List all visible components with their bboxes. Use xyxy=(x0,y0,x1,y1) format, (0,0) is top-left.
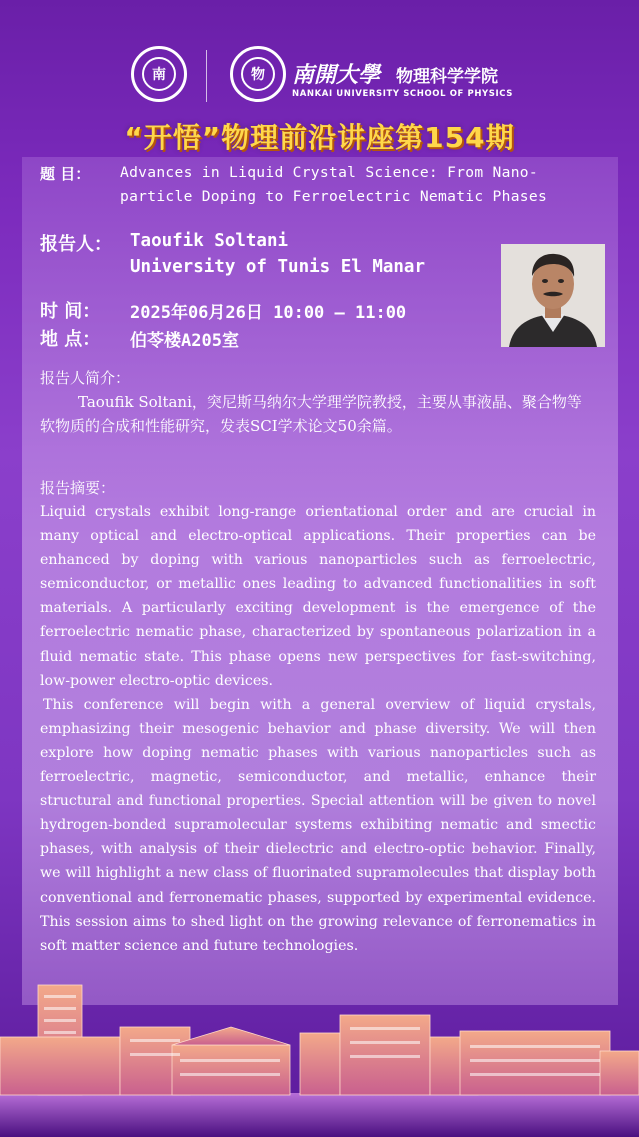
abstract-paragraph-1: Liquid crystals exhibit long-range orientational order and are crucial in many optical and electro-optical applications. Their properties can be enhanced by doping with various nanoparticles such as ferroelectric, semiconductor, or metallic ones leading to advanced functionalities in soft materials. A particularly exciting development is the emergence of the ferroelectric nematic phase, characterized by spontaneous polarization in a fluid nematic state. This phase opens new perspectives for fast-switching, low-power electro-optic devices. xyxy=(40,504,596,689)
bio-heading: 报告人简介： xyxy=(40,369,131,387)
abstract-paragraph-2: This conference will begin with a general overview of liquid crystals, emphasizing their mesogenic behavior and phase diversity. We will then explore how doping nematic phases with various nanoparticles such as ferroelectric, magnetic, semiconductor, and metallic, enhance their structural and functional properties. Special attention will be given to novel hydrogen-bonded supramolecular systems exhibiting nematic and smectic phases, with analysis of their dielectric and electro-optic behavior. Finally, we will highlight a new class of fluorinated supramolecules that display both conventional and ferronematic phases, supported by experimental evidence. This session aims to shed light on the growing relevance of ferronematics in soft matter science and future technologies. xyxy=(40,696,596,954)
time-value: 2025年06月26日 10:00 – 11:00 xyxy=(130,303,407,323)
speaker-portrait-icon xyxy=(501,244,605,347)
school-name-en: NANKAI UNIVERSITY SCHOOL OF PHYSICS xyxy=(292,89,513,99)
talk-title-line2: particle Doping to Ferroelectric Nematic Phases xyxy=(120,188,548,205)
campus-skyline-illustration xyxy=(0,975,639,1137)
place-label: 地 点： xyxy=(40,329,101,350)
abstract-body xyxy=(40,500,596,958)
talk-title-label: 题 目： xyxy=(40,165,91,183)
speaker-label: 报告人： xyxy=(40,234,112,255)
speaker-name: Taoufik Soltani xyxy=(130,231,289,251)
nankai-university-logo xyxy=(131,46,187,102)
talk-title-line1: Advances in Liquid Crystal Science: From Nano- xyxy=(120,164,538,181)
time-label: 时 间： xyxy=(40,301,101,322)
school-of-physics-logo xyxy=(230,46,286,102)
header xyxy=(0,0,639,120)
speaker-affiliation: University of Tunis El Manar xyxy=(130,257,426,277)
nankai-emblem-icon: 南 xyxy=(142,57,176,91)
series-title: “开悟”物理前沿讲座第154期 xyxy=(124,121,515,154)
place-value: 伯苓楼A205室 xyxy=(130,331,239,351)
speaker-photo xyxy=(501,244,605,347)
school-name-cn: 物理科学学院 xyxy=(396,67,498,87)
abstract-heading: 报告摘要： xyxy=(40,479,116,497)
physics-emblem-icon: 物 xyxy=(241,57,275,91)
bio-text: Taoufik Soltani，突尼斯马纳尔大学理学院教授，主要从事液晶、聚合物等软物质的合成和性能研究，发表SCI学术论文50余篇。 xyxy=(40,393,582,435)
university-name-cn: 南開大學 xyxy=(292,62,381,88)
logo-divider xyxy=(206,50,207,102)
